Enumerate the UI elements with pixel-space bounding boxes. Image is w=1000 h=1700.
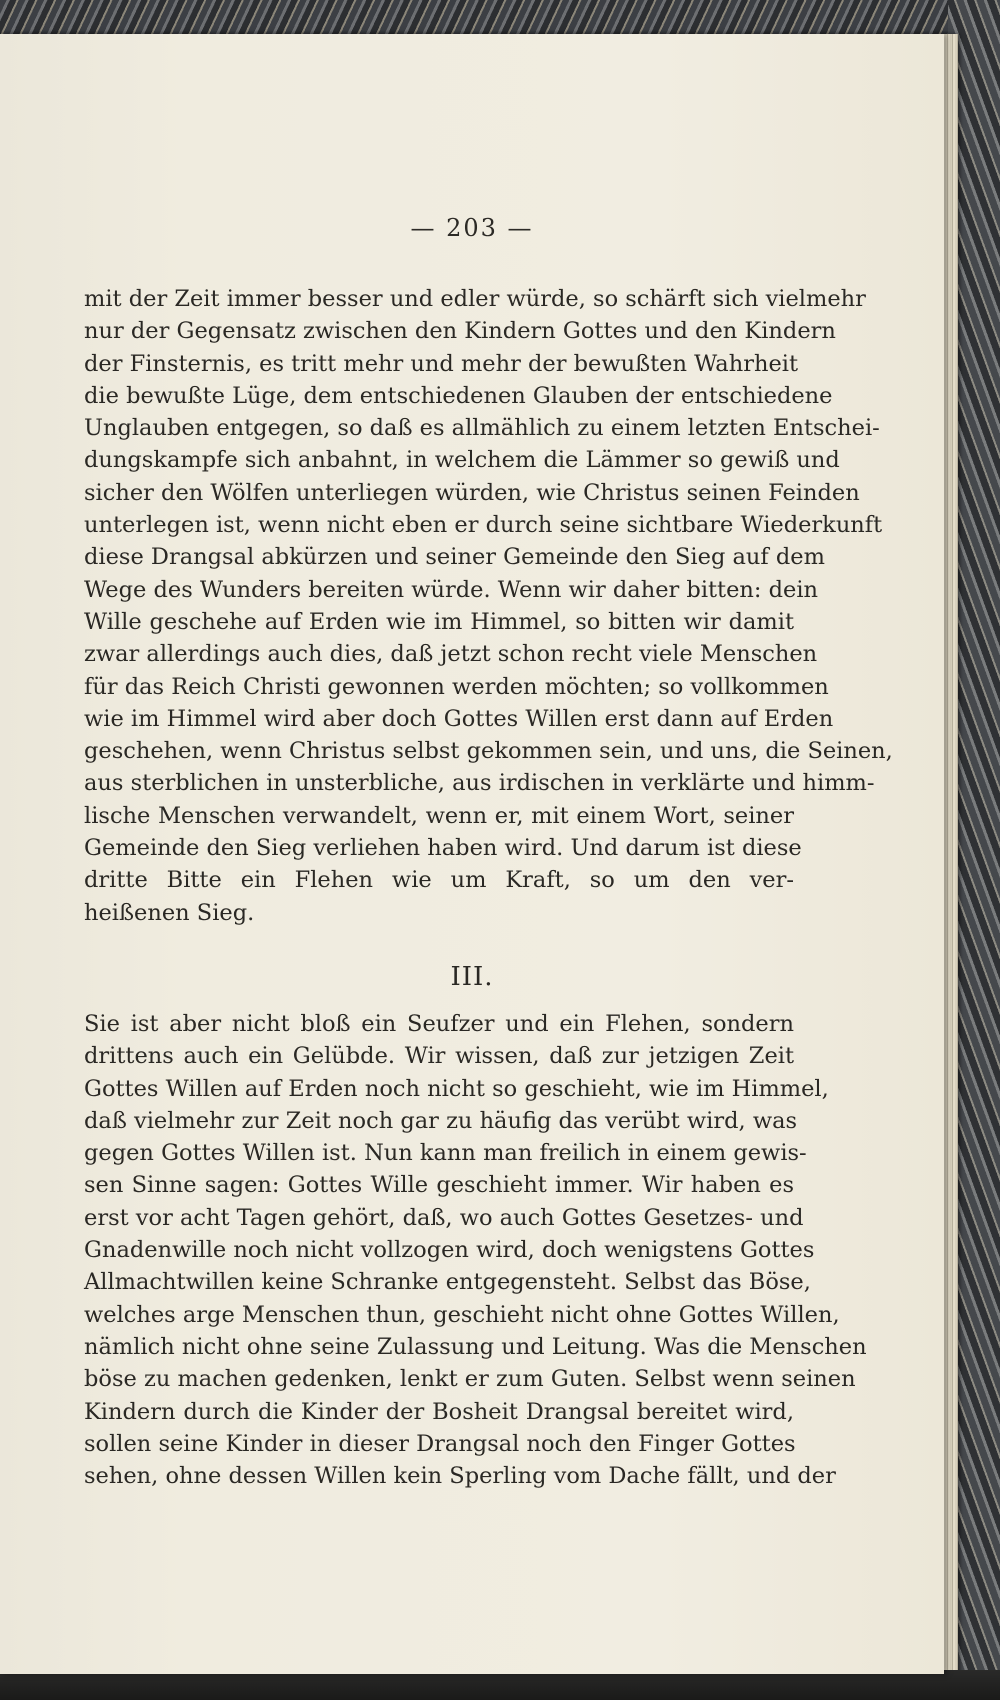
text-line: dungskampfe sich anbahnt, in welchem die Lämmer so gewiß und (84, 447, 840, 474)
text-line: Wege des Wunders bereiten würde. Wenn wir daher bitten: dein (84, 576, 819, 603)
text-line: sollen seine Kinder in dieser Drangsal noch den Finger Gottes (84, 1430, 796, 1457)
text-line: Wille geschehe auf Erden wie im Himmel, so bitten wir damit (84, 608, 794, 635)
text-line: dritte Bitte ein Flehen wie um Kraft, so um den ver- (84, 867, 794, 894)
text-line: welches arge Menschen thun, geschieht nicht ohne Gottes Willen, (84, 1301, 840, 1328)
text-line: geschehen, wenn Christus selbst gekommen sein, und uns, die Seinen, (84, 738, 893, 765)
text-line: Gnadenwille noch nicht vollzogen wird, doch wenigstens Gottes (84, 1237, 815, 1264)
text-line: Unglauben entgegen, so daß es allmählich zu einem letzten Entschei- (84, 415, 880, 442)
text-line: wie im Himmel wird aber doch Gottes Willen erst dann auf Erden (84, 705, 834, 732)
text-line: mit der Zeit immer besser und edler würde, so schärft sich vielmehr (84, 286, 866, 312)
text-line: Gottes Willen auf Erden noch nicht so geschieht, wie im Himmel, (84, 1075, 829, 1102)
paragraph-1 (84, 283, 893, 929)
text-line: daß vielmehr zur Zeit noch gar zu häufig das verübt wird, was (84, 1107, 798, 1134)
text-line: Sie ist aber nicht bloß ein Seufzer und ein Flehen, sondern (84, 1011, 794, 1037)
text-line: zwar allerdings auch dies, daß jetzt schon recht viele Menschen (84, 641, 818, 668)
text-line: heißenen Sieg. (84, 899, 255, 926)
text-line: böse zu machen gedenken, lenkt er zum Guten. Selbst wenn seinen (84, 1366, 856, 1393)
text-line: sicher den Wölfen unterliegen würden, wie Christus seinen Feinden (84, 479, 860, 506)
text-line: die bewußte Lüge, dem entschiedenen Glauben der entschiedene (84, 382, 833, 409)
text-line: gegen Gottes Willen ist. Nun kann man freilich in einem gewis- (84, 1140, 807, 1167)
section-heading: III. (450, 962, 494, 992)
text-line: diese Drangsal abkürzen und seiner Gemeinde den Sieg auf dem (84, 544, 825, 571)
text-line: aus sterblichen in unsterbliche, aus irdischen in verklärte und himm- (84, 770, 875, 797)
text-line: für das Reich Christi gewonnen werden möchten; so vollkommen (84, 673, 829, 700)
paragraph-2 (84, 1008, 867, 1492)
book-page (0, 34, 944, 1674)
cover-bottom-edge (0, 1670, 1000, 1700)
text-line: Kindern durch die Kinder der Bosheit Drangsal bereitet wird, (84, 1398, 794, 1425)
text-line: unterlegen ist, wenn nicht eben er durch seine sichtbare Wiederkunft (84, 512, 883, 539)
text-line: Gemeinde den Sieg verliehen haben wird. Und darum ist diese (84, 835, 802, 862)
text-line: lische Menschen verwandelt, wenn er, mit einem Wort, seiner (84, 802, 794, 829)
text-line: nämlich nicht ohne seine Zulassung und Leitung. Was die Menschen (84, 1333, 867, 1360)
text-line: erst vor acht Tagen gehört, daß, wo auch Gottes Gesetzes- und (84, 1204, 804, 1231)
text-line: sehen, ohne dessen Willen kein Sperling vom Dache fällt, und der (84, 1463, 836, 1490)
text-line: drittens auch ein Gelübde. Wir wissen, daß zur jetzigen Zeit (84, 1043, 794, 1070)
text-line: Allmachtwillen keine Schranke entgegensteht. Selbst das Böse, (84, 1269, 811, 1296)
text-line: der Finsternis, es tritt mehr und mehr der bewußten Wahrheit (84, 350, 799, 377)
text-line: sen Sinne sagen: Gottes Wille geschieht immer. Wir haben es (84, 1172, 794, 1199)
text-line: nur der Gegensatz zwischen den Kindern Gottes und den Kindern (84, 318, 836, 345)
page-number: — 203 — (410, 214, 534, 242)
